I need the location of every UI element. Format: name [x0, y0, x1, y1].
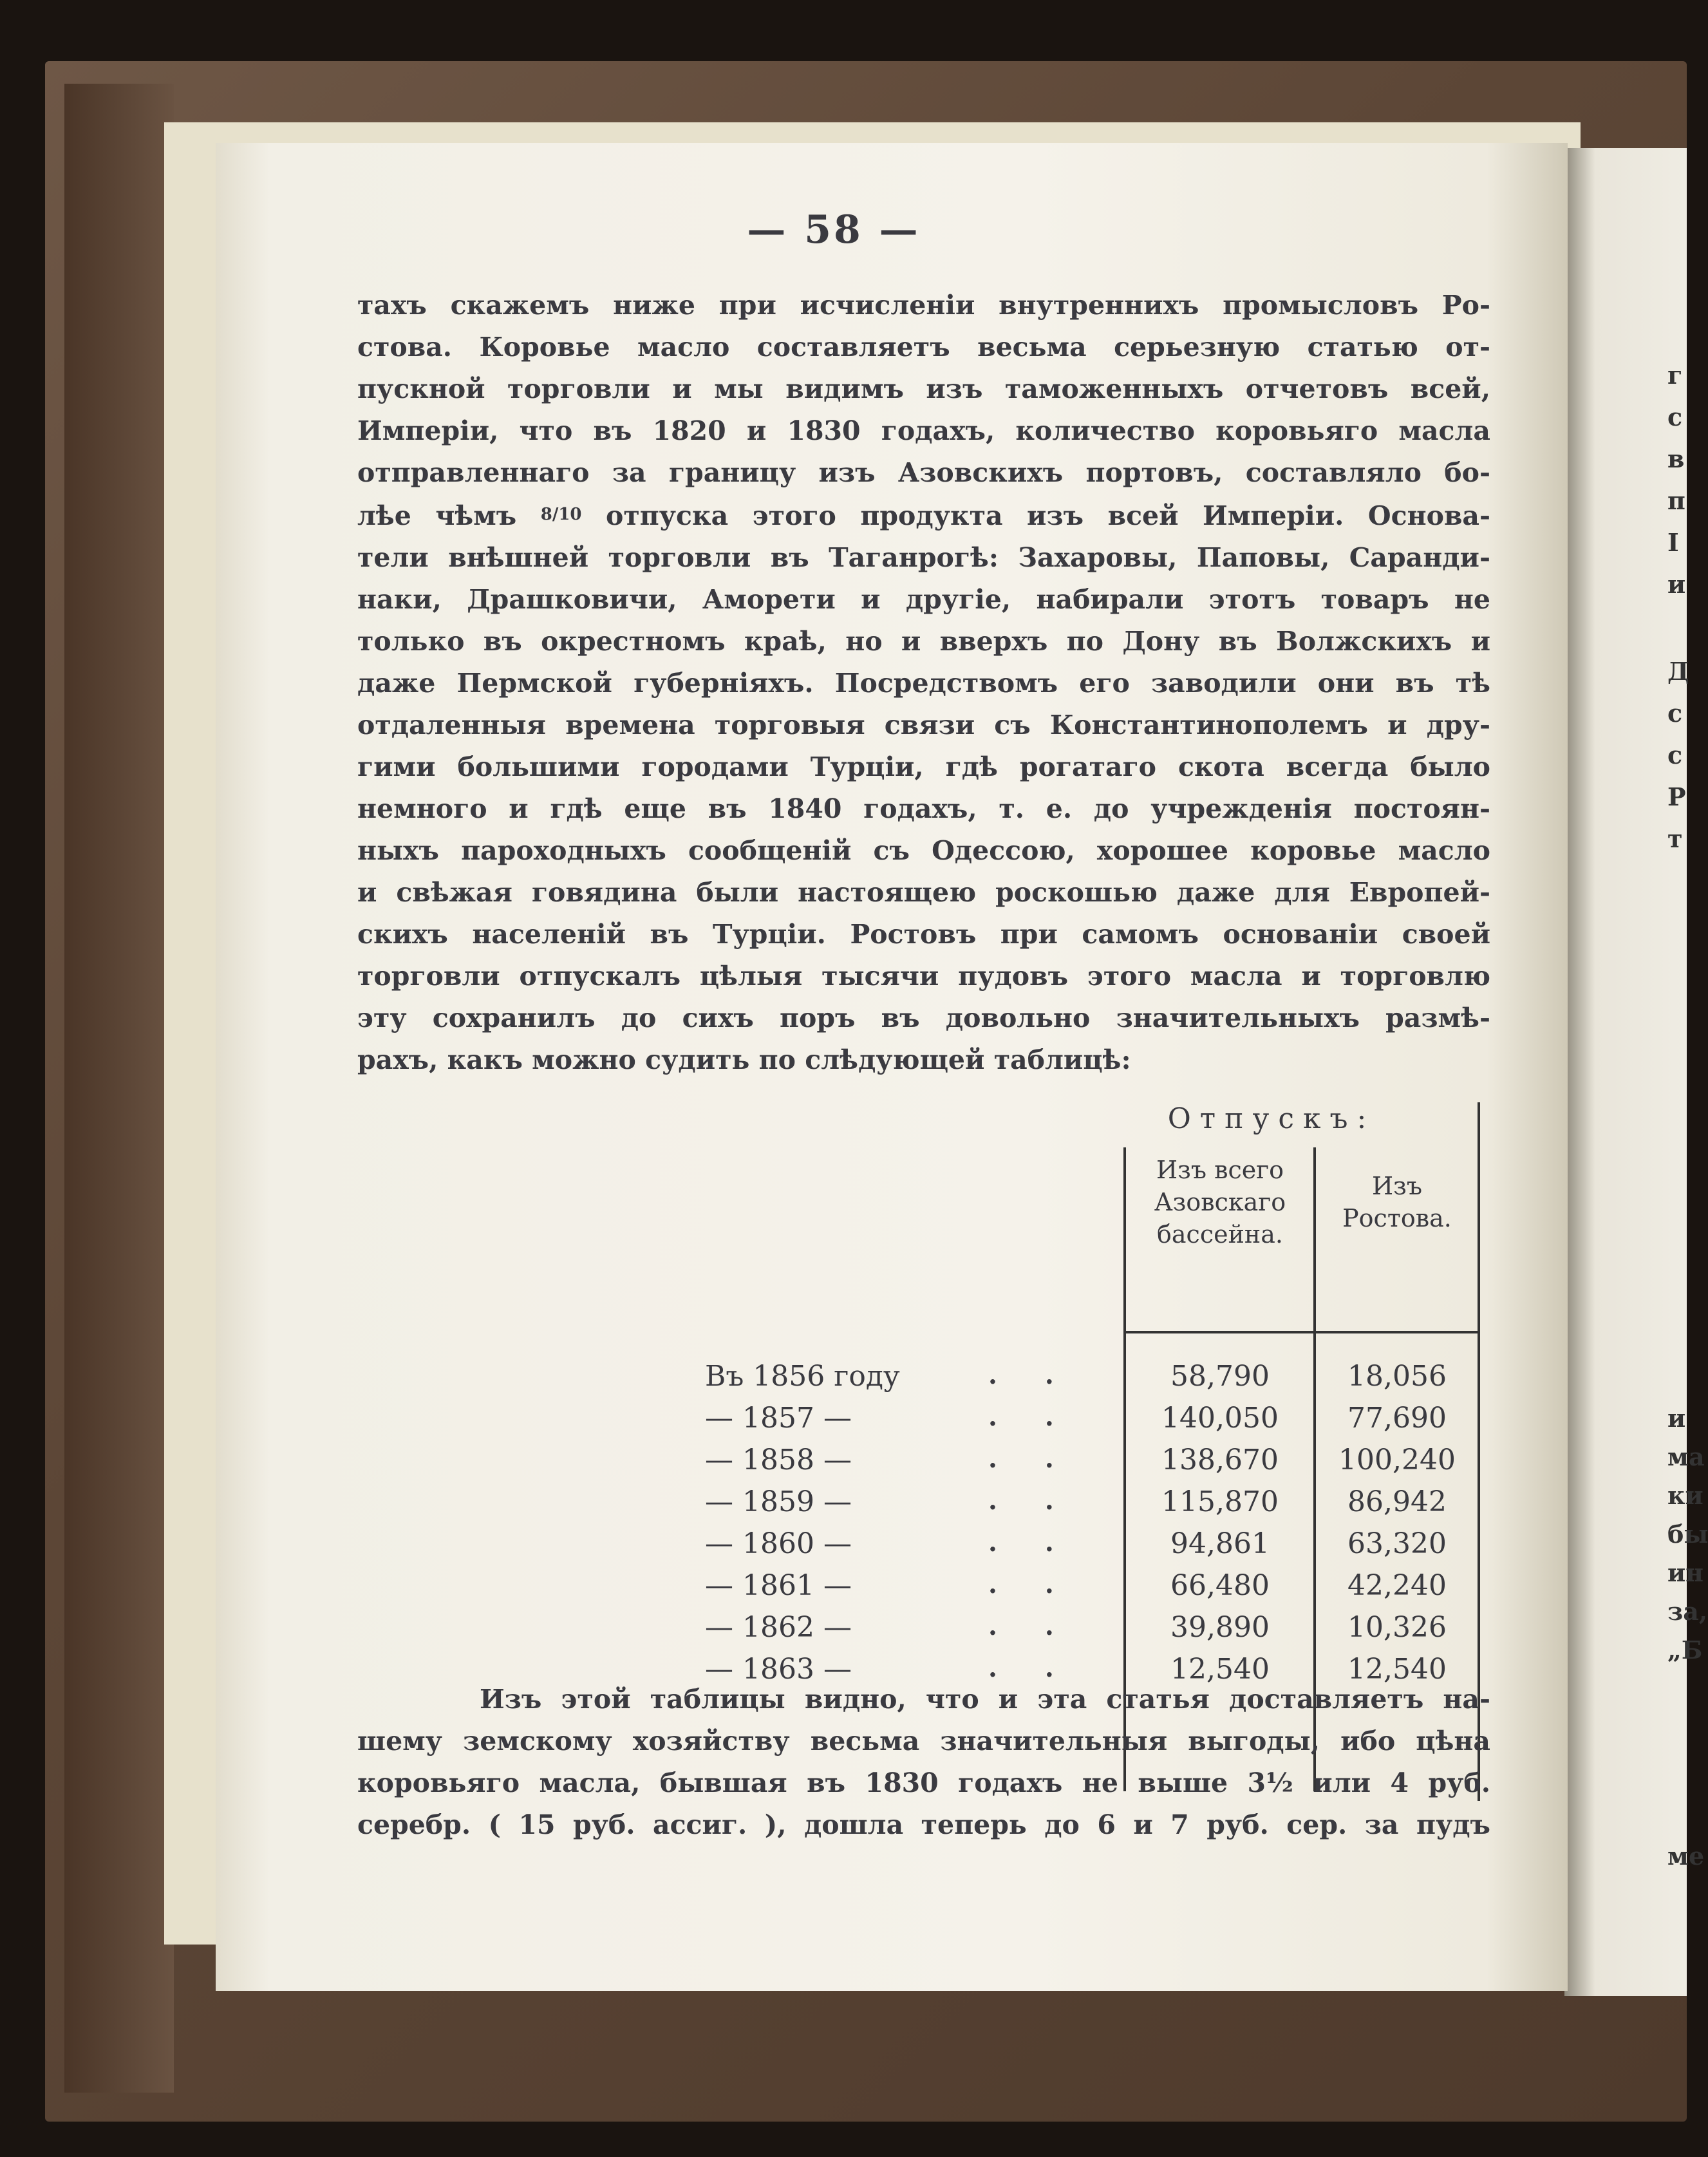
- text-line: ныхъ пароходныхъ сообщеній съ Одессою, хорошее коровье масло: [357, 835, 1490, 866]
- text-line: Имперіи, что въ 1820 и 1830 годахъ, количество коровьяго масла: [357, 415, 1490, 446]
- facing-page-glyph: с: [1667, 402, 1683, 431]
- row-dots: . .: [988, 1360, 1073, 1390]
- row-dots: . .: [988, 1485, 1073, 1516]
- facing-page-glyph: п: [1667, 486, 1685, 515]
- facing-page-glyph: ки: [1667, 1481, 1703, 1510]
- facing-page-glyph: Р: [1667, 782, 1686, 811]
- text-line: только въ окрестномъ краѣ, но и вверхъ по Дону въ Волжскихъ и: [357, 626, 1490, 657]
- text-line: шему земскому хозяйству весьма значительныя выгоды, ибо цѣна: [357, 1726, 1490, 1757]
- text-line: коровьяго масла, бывшая въ 1830 годахъ не выше 3½ или 4 руб.: [357, 1767, 1490, 1798]
- table-row: [357, 1485, 1490, 1527]
- row-value-azov: 66,480: [1170, 1569, 1270, 1602]
- row-value-rostov: 42,240: [1347, 1569, 1447, 1602]
- facing-page-glyph: в: [1667, 444, 1685, 473]
- row-dots: . .: [988, 1569, 1073, 1599]
- row-value-rostov: 86,942: [1347, 1485, 1447, 1518]
- paragraph-2: [357, 1679, 1490, 1846]
- table-header-rule: [1123, 1331, 1480, 1333]
- facing-page-glyph: т: [1667, 824, 1683, 853]
- facing-page: [1564, 148, 1708, 1996]
- facing-page-glyph: ин: [1667, 1558, 1703, 1587]
- row-value-azov: 39,890: [1170, 1611, 1270, 1644]
- row-value-azov: 12,540: [1170, 1653, 1270, 1686]
- facing-page-glyph: с: [1667, 699, 1683, 728]
- fraction-numerator: 8: [540, 505, 552, 524]
- text-line: пускной торговли и мы видимъ изъ таможенныхъ отчетовъ всей,: [357, 373, 1490, 404]
- table-row: [357, 1360, 1490, 1402]
- facing-page-glyph: Д: [1667, 657, 1689, 686]
- row-value-rostov: 18,056: [1347, 1360, 1447, 1393]
- row-dots: . .: [988, 1444, 1073, 1474]
- facing-page-glyph: и: [1667, 1404, 1686, 1433]
- table-row: [357, 1402, 1490, 1444]
- row-year: — 1860 —: [705, 1527, 852, 1560]
- row-year: — 1861 —: [705, 1569, 852, 1602]
- row-dots: . .: [988, 1653, 1073, 1683]
- facing-page-glyph: за,: [1667, 1597, 1708, 1626]
- row-year: — 1858 —: [705, 1444, 852, 1476]
- facing-page-glyph: І: [1667, 528, 1679, 557]
- table-row: [357, 1611, 1490, 1653]
- cover-spine-edge: [64, 84, 174, 2093]
- column-header-rostov: [1317, 1170, 1478, 1234]
- text-line: рахъ, какъ можно судить по слѣдующей таблицѣ:: [357, 1044, 1131, 1075]
- facing-page-glyph: г: [1667, 361, 1683, 390]
- row-value-rostov: 77,690: [1347, 1402, 1447, 1435]
- table-row: [357, 1569, 1490, 1611]
- column-header-line: бассейна.: [1157, 1220, 1283, 1248]
- row-value-azov: 115,870: [1161, 1485, 1279, 1518]
- text-line: отдаленныя времена торговыя связи съ Константинополемъ и дру-: [357, 710, 1490, 740]
- row-value-rostov: 63,320: [1347, 1527, 1447, 1560]
- row-dots: . .: [988, 1611, 1073, 1641]
- row-value-rostov: 12,540: [1347, 1653, 1447, 1686]
- row-year: — 1863 —: [705, 1653, 852, 1686]
- row-value-rostov: 10,326: [1347, 1611, 1447, 1644]
- row-value-azov: 94,861: [1170, 1527, 1270, 1560]
- row-year: Въ 1856 году: [705, 1360, 900, 1393]
- text-line: тели внѣшней торговли въ Таганрогѣ: Захаровы, Паповы, Саранди-: [357, 542, 1490, 573]
- text-line: тахъ скажемъ ниже при исчисленіи внутреннихъ промысловъ Ро-: [357, 290, 1490, 321]
- facing-page-glyph: ма: [1667, 1442, 1705, 1471]
- facing-page-glyph: и: [1667, 570, 1686, 599]
- row-year: — 1857 —: [705, 1402, 852, 1435]
- facing-page-glyph: ме: [1667, 1841, 1705, 1870]
- text-line: серебр. ( 15 руб. ассиг. ), дошла теперь до 6 и 7 руб. сер. за пудъ: [357, 1809, 1490, 1840]
- text-line: стова. Коровье масло составляетъ весьма серьезную статью от-: [357, 332, 1490, 363]
- row-value-azov: 140,050: [1161, 1402, 1279, 1435]
- column-header-line: Изъ: [1371, 1172, 1423, 1200]
- text-line-with-fraction: [357, 494, 1490, 537]
- text-line: торговли отпускалъ цѣлыя тысячи пудовъ этого масла и торговлю: [357, 961, 1490, 992]
- fraction-denominator: 10: [558, 505, 582, 524]
- book-page: [216, 143, 1568, 1991]
- row-value-azov: 138,670: [1161, 1444, 1279, 1476]
- row-dots: . .: [988, 1527, 1073, 1558]
- text-fragment: отпуска этого продукта изъ всей Имперіи. Основа-: [606, 500, 1491, 531]
- text-fragment: лѣе чѣмъ: [357, 500, 517, 531]
- column-header-line: Изъ всего: [1156, 1156, 1284, 1184]
- facing-page-glyph: „Б: [1667, 1635, 1703, 1664]
- fraction: 8/10: [540, 505, 582, 524]
- text-line: и свѣжая говядина были настоящею роскошью даже для Европей-: [357, 877, 1490, 908]
- column-header-line: Ростова.: [1342, 1204, 1452, 1232]
- text-line: немного и гдѣ еще въ 1840 годахъ, т. е. до учрежденія постоян-: [357, 793, 1490, 824]
- text-line: наки, Драшковичи, Аморети и другіе, набирали этотъ товаръ не: [357, 584, 1490, 615]
- table-row: [357, 1444, 1490, 1485]
- facing-page-glyph: бы: [1667, 1520, 1708, 1549]
- row-dots: . .: [988, 1402, 1073, 1432]
- text-line: скихъ населеній въ Турціи. Ростовъ при самомъ основаніи своей: [357, 919, 1490, 950]
- table-row: [357, 1527, 1490, 1569]
- facing-page-glyph: с: [1667, 740, 1683, 769]
- column-header-line: Азовскаго: [1154, 1188, 1286, 1216]
- row-value-rostov: 100,240: [1338, 1444, 1456, 1476]
- text-line: эту сохранилъ до сихъ поръ въ довольно значительныхъ размѣ-: [357, 1003, 1490, 1033]
- row-value-azov: 58,790: [1170, 1360, 1270, 1393]
- paragraph-1: [357, 285, 1490, 1081]
- text-line: отправленнаго за границу изъ Азовскихъ портовъ, составляло бо-: [357, 457, 1490, 488]
- row-year: — 1859 —: [705, 1485, 852, 1518]
- row-year: — 1862 —: [705, 1611, 852, 1644]
- table-group-header: Отпускъ:: [1167, 1102, 1376, 1135]
- page-number: — 58 —: [747, 207, 921, 252]
- text-line: Изъ этой таблицы видно, что и эта статья доставляетъ на-: [480, 1684, 1490, 1715]
- text-line: даже Пермской губерніяхъ. Посредствомъ его заводили они въ тѣ: [357, 668, 1490, 699]
- column-header-azov: [1130, 1154, 1310, 1250]
- text-line: гими большими городами Турціи, гдѣ рогатаго скота всегда было: [357, 751, 1490, 782]
